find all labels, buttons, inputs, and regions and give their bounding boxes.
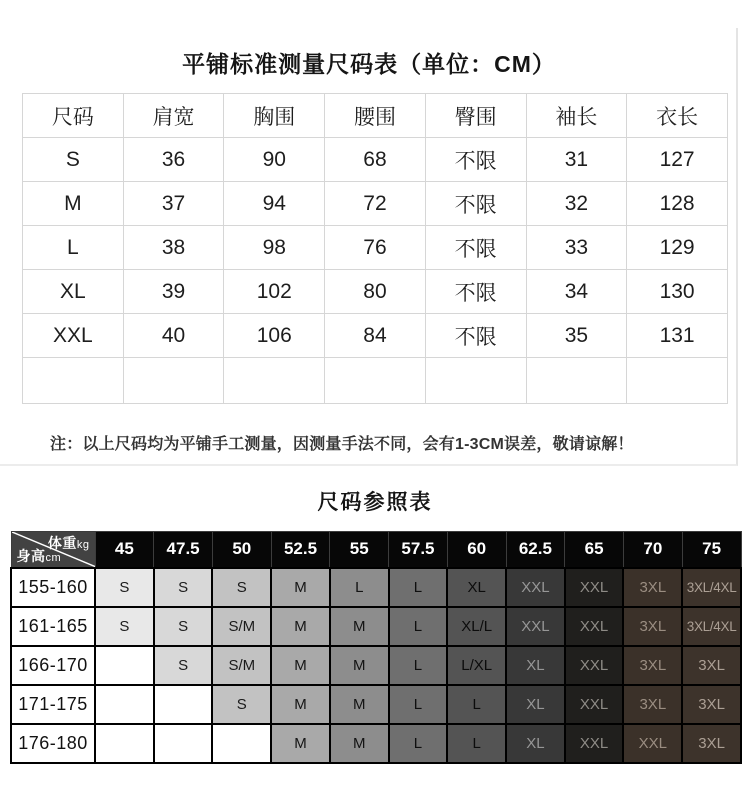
height-range-cell: 171-175	[11, 685, 95, 724]
measurement-cell: 35	[526, 314, 627, 358]
measurement-cell: 80	[325, 270, 426, 314]
recommended-size-cell: XXL	[565, 646, 624, 685]
height-range-cell: 161-165	[11, 607, 95, 646]
recommended-size-cell: L	[447, 724, 506, 763]
measure-table-title: 平铺标准测量尺码表（单位：CM）	[182, 51, 556, 77]
size-label-cell: M	[23, 182, 124, 226]
measure-col-header: 肩宽	[123, 94, 224, 138]
recommended-size-cell: L/XL	[447, 646, 506, 685]
measure-col-header: 袖长	[526, 94, 627, 138]
recommended-size-cell: 3XL	[623, 607, 682, 646]
recommended-size-cell: XXL	[506, 607, 565, 646]
reference-header-row	[11, 532, 741, 568]
measurement-cell: 不限	[425, 138, 526, 182]
recommended-size-cell	[95, 646, 154, 685]
measurement-cell: 37	[123, 182, 224, 226]
recommended-size-cell: XL	[506, 646, 565, 685]
recommended-size-cell: XXL	[565, 724, 624, 763]
measurement-cell: 94	[224, 182, 325, 226]
measure-header-row	[23, 94, 728, 138]
measurement-cell: 76	[325, 226, 426, 270]
measurement-cell	[526, 358, 627, 404]
measure-row	[23, 226, 728, 270]
size-label-cell: S	[23, 138, 124, 182]
recommended-size-cell: 3XL/4XL	[682, 607, 741, 646]
size-label-cell: L	[23, 226, 124, 270]
recommended-size-cell	[95, 724, 154, 763]
recommended-size-cell: 3XL/4XL	[682, 568, 741, 607]
recommended-size-cell: 3XL	[623, 646, 682, 685]
recommended-size-cell: S	[154, 568, 213, 607]
measurement-cell: 90	[224, 138, 325, 182]
weight-col-header: 70	[623, 532, 682, 568]
measurement-cell: 不限	[425, 314, 526, 358]
measurement-cell	[425, 358, 526, 404]
measurement-cell	[123, 358, 224, 404]
corner-cell	[11, 532, 95, 568]
measure-col-header: 腰围	[325, 94, 426, 138]
measurement-cell: 127	[627, 138, 728, 182]
measurement-cell	[224, 358, 325, 404]
recommended-size-cell: XXL	[565, 685, 624, 724]
measurement-cell: 32	[526, 182, 627, 226]
weight-col-header: 50	[212, 532, 271, 568]
measure-row	[23, 270, 728, 314]
measure-row	[23, 182, 728, 226]
recommended-size-cell	[95, 685, 154, 724]
recommended-size-cell: S	[212, 568, 271, 607]
recommended-size-cell: 3XL	[682, 724, 741, 763]
recommended-size-cell: L	[389, 685, 448, 724]
recommended-size-cell: L	[389, 646, 448, 685]
recommended-size-cell: XL	[506, 685, 565, 724]
recommended-size-cell: S	[212, 685, 271, 724]
recommended-size-cell: 3XL	[623, 685, 682, 724]
measure-row	[23, 358, 728, 404]
measure-row	[23, 138, 728, 182]
measurement-cell: 129	[627, 226, 728, 270]
recommended-size-cell: M	[330, 685, 389, 724]
recommended-size-cell: S/M	[212, 646, 271, 685]
measurement-cell: 31	[526, 138, 627, 182]
weight-col-header: 65	[565, 532, 624, 568]
recommended-size-cell: L	[447, 685, 506, 724]
measure-table	[22, 93, 728, 404]
recommended-size-cell: L	[389, 568, 448, 607]
measurement-cell: 38	[123, 226, 224, 270]
weight-col-header: 55	[330, 532, 389, 568]
size-label-cell: XXL	[23, 314, 124, 358]
weight-col-header: 57.5	[389, 532, 448, 568]
measure-col-header: 尺码	[23, 94, 124, 138]
measurement-cell: 39	[123, 270, 224, 314]
size-label-cell: XL	[23, 270, 124, 314]
measurement-cell: 130	[627, 270, 728, 314]
height-axis-label: 身高cm	[16, 547, 62, 564]
measurement-cell: 不限	[425, 182, 526, 226]
reference-row	[11, 724, 741, 763]
measurement-cell: 102	[224, 270, 325, 314]
weight-col-header: 75	[682, 532, 741, 568]
weight-col-header: 47.5	[154, 532, 213, 568]
height-range-cell: 166-170	[11, 646, 95, 685]
recommended-size-cell: M	[330, 607, 389, 646]
recommended-size-cell	[154, 724, 213, 763]
recommended-size-cell	[212, 724, 271, 763]
recommended-size-cell: S/M	[212, 607, 271, 646]
recommended-size-cell: S	[95, 607, 154, 646]
recommended-size-cell: M	[330, 646, 389, 685]
height-range-cell: 155-160	[11, 568, 95, 607]
weight-col-header: 62.5	[506, 532, 565, 568]
weight-col-header: 45	[95, 532, 154, 568]
recommended-size-cell: 3XL	[623, 568, 682, 607]
measure-col-header: 臀围	[425, 94, 526, 138]
recommended-size-cell: S	[154, 646, 213, 685]
measure-col-header: 衣长	[627, 94, 728, 138]
measurement-cell: 128	[627, 182, 728, 226]
recommended-size-cell: M	[271, 685, 330, 724]
height-range-cell: 176-180	[11, 724, 95, 763]
measurement-cell: 68	[325, 138, 426, 182]
recommended-size-cell: 3XL	[682, 646, 741, 685]
measure-row	[23, 314, 728, 358]
measure-note: 注：以上尺码均为平铺手工测量，因测量手法不同，会有1-3CM误差，敬请谅解！	[50, 436, 634, 453]
weight-col-header: 52.5	[271, 532, 330, 568]
recommended-size-cell: M	[271, 646, 330, 685]
weight-axis-label: 体重kg	[47, 535, 90, 551]
recommended-size-cell: XXL	[506, 568, 565, 607]
measurement-cell: 40	[123, 314, 224, 358]
weight-col-header: 60	[447, 532, 506, 568]
reference-row	[11, 646, 741, 685]
recommended-size-cell: L	[389, 724, 448, 763]
recommended-size-cell: 3XL	[682, 685, 741, 724]
measurement-cell: 36	[123, 138, 224, 182]
recommended-size-cell: XXL	[623, 724, 682, 763]
measurement-cell: 98	[224, 226, 325, 270]
measurement-cell: 不限	[425, 226, 526, 270]
reference-table	[10, 531, 742, 764]
recommended-size-cell: S	[95, 568, 154, 607]
recommended-size-cell: M	[271, 568, 330, 607]
reference-row	[11, 568, 741, 607]
measurement-cell: 72	[325, 182, 426, 226]
recommended-size-cell: L	[330, 568, 389, 607]
reference-row	[11, 685, 741, 724]
recommended-size-cell: S	[154, 607, 213, 646]
reference-row	[11, 607, 741, 646]
recommended-size-cell: XL	[506, 724, 565, 763]
measurement-cell	[627, 358, 728, 404]
recommended-size-cell: XL/L	[447, 607, 506, 646]
recommended-size-cell: XL	[447, 568, 506, 607]
measurement-cell: 84	[325, 314, 426, 358]
recommended-size-cell: M	[330, 724, 389, 763]
recommended-size-cell: XXL	[565, 568, 624, 607]
measurement-cell	[325, 358, 426, 404]
recommended-size-cell: XXL	[565, 607, 624, 646]
measurement-cell: 33	[526, 226, 627, 270]
measurement-cell: 106	[224, 314, 325, 358]
size-label-cell	[23, 358, 124, 404]
reference-table-title: 尺码参照表	[317, 491, 433, 514]
measurement-cell: 不限	[425, 270, 526, 314]
measure-col-header: 胸围	[224, 94, 325, 138]
recommended-size-cell: M	[271, 724, 330, 763]
recommended-size-cell: M	[271, 607, 330, 646]
recommended-size-cell	[154, 685, 213, 724]
measurement-cell: 131	[627, 314, 728, 358]
measurement-cell: 34	[526, 270, 627, 314]
recommended-size-cell: L	[389, 607, 448, 646]
